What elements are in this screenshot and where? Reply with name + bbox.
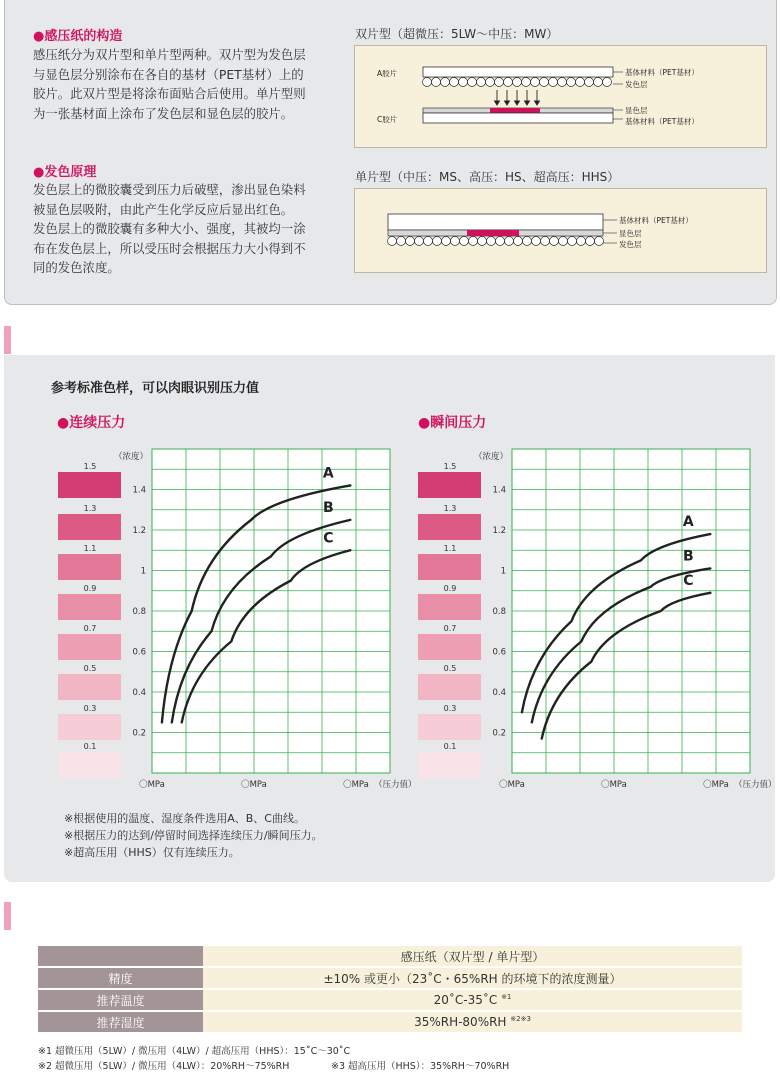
swatch-label: 0.9	[83, 584, 97, 593]
single-label-color: 发色层	[619, 240, 642, 249]
row-label: 推荐湿度	[38, 1011, 203, 1033]
x-tick-label: 〇MPa	[241, 780, 267, 790]
color-swatch	[418, 514, 481, 540]
single-label-developer: 显色层	[619, 229, 642, 238]
color-swatch	[418, 752, 481, 778]
section-marker	[4, 902, 11, 930]
label-base-c: 基体材料（PET基材）	[625, 117, 699, 126]
swatch-label: 1.3	[443, 504, 457, 513]
y-axis-label: （浓度）	[473, 452, 508, 462]
double-type-diagram	[354, 45, 767, 148]
series-label-b: B	[682, 548, 694, 565]
reference-heading: 参考标准色样，可以肉眼识别压力值	[51, 381, 260, 396]
swatch-label: 0.9	[443, 584, 457, 593]
structure-title: 感压纸的构造	[44, 29, 123, 44]
swatch-label: 0.7	[443, 624, 457, 633]
bullet-icon: ●	[33, 29, 45, 44]
color-swatch	[58, 674, 121, 700]
pressure-arrows	[495, 90, 540, 105]
c-film-label: C胶片	[377, 115, 398, 124]
color-swatch	[418, 674, 481, 700]
y-tick-label: 0.4	[132, 688, 146, 698]
single-type-layers	[355, 189, 766, 272]
principle-title: 发色原理	[44, 165, 97, 180]
y-tick-label: 1	[500, 566, 506, 577]
table-corner	[38, 946, 203, 967]
spec-table	[38, 946, 742, 1034]
color-swatch	[58, 472, 121, 498]
section-marker	[4, 326, 11, 354]
swatch-label: 0.5	[443, 664, 457, 673]
chart-instant	[410, 445, 777, 795]
swatch-label: 1.1	[83, 544, 97, 553]
single-type-title: 单片型（中压：MS、高压：HS、超高压：HHS）	[355, 170, 620, 184]
single-capsule-layer	[388, 237, 604, 246]
row-value: ±10% 或更小（23˚C・65%RH 的环境下的浓度测量）	[203, 967, 742, 989]
series-label-c: C	[323, 530, 334, 547]
capsule-layer	[423, 78, 612, 87]
y-tick-label: 0.6	[132, 647, 146, 658]
swatch-label: 0.1	[443, 742, 457, 751]
series-label-c: C	[683, 572, 694, 589]
chart-notes	[64, 810, 323, 861]
table-row	[38, 1011, 742, 1033]
y-tick-label: 0.2	[132, 728, 146, 739]
series-label-a: A	[682, 514, 694, 531]
y-tick-label: 1.2	[132, 526, 146, 536]
row-label: 推荐温度	[38, 989, 203, 1011]
principle-text: 发色层上的微胶囊受到压力后破壁，渗出显色染料 被显色层吸附，由此产生化学反应后显出红色。 发色层上的微胶囊有多种大小、强度，其被均一涂 布在发色层上，所以受压时会根据压力大小得到不 同的发色浓度。	[33, 182, 306, 275]
series-label-a: A	[322, 465, 334, 482]
chart-title-continuous: ●连续压力	[57, 415, 126, 431]
color-swatch	[58, 554, 121, 580]
double-type-layers	[355, 46, 766, 147]
y-axis-label: （浓度）	[113, 452, 148, 462]
label-developer: 显色层	[625, 106, 648, 115]
swatch-label: 0.5	[83, 664, 97, 673]
x-tick-label: 〇MPa	[343, 780, 369, 790]
structure-text: 感压纸分为双片型和单片型两种。双片型为发色层 与显色层分别涂布在各自的基材（PET基材）上的 胶片。此双片型是将涂布面贴合后使用。单片型则 为一张基材面上涂布了发色层和显色层的胶片。	[33, 47, 306, 121]
table-header: 感压纸（双片型 / 单片型）	[203, 946, 742, 967]
swatch-label: 1.1	[443, 544, 457, 553]
x-axis-label: （压力值）	[734, 780, 777, 790]
table-row	[38, 989, 742, 1011]
y-tick-label: 0.8	[492, 607, 506, 617]
color-mark	[490, 108, 540, 113]
color-swatch	[418, 554, 481, 580]
y-tick-label: 0.2	[492, 728, 506, 739]
double-type-title: 双片型（超微压：5LW〜中压：MW）	[355, 27, 559, 41]
footnote-3: ※3 超高压用（HHS）：35%RH〜70%RH	[331, 1061, 510, 1072]
note-line: ※超高压用（HHS）仅有连续压力。	[64, 846, 240, 859]
bullet-icon: ●	[33, 165, 45, 180]
x-tick-label: 〇MPa	[139, 780, 165, 790]
swatch-label: 0.7	[83, 624, 97, 633]
color-swatch	[58, 634, 121, 660]
footnote-1: ※1 超微压用（5LW）/ 微压用（4LW）/ 超高压用（HHS）：15˚C〜30˚C	[38, 1046, 351, 1057]
a-film-label: A胶片	[377, 69, 398, 78]
bullet-icon: ●	[418, 415, 431, 431]
x-tick-label: 〇MPa	[601, 780, 627, 790]
note-line: ※根据压力的达到/停留时间选择连续压力/瞬间压力。	[64, 829, 323, 842]
single-base	[388, 214, 603, 230]
row-value: 20˚C-35˚C $^{※1}$	[203, 989, 742, 1011]
table-header-row	[38, 946, 742, 967]
color-swatch	[418, 594, 481, 620]
color-swatch	[418, 634, 481, 660]
single-type-diagram	[354, 188, 767, 273]
chart-title-instant: ●瞬间压力	[418, 415, 487, 431]
row-label: 精度	[38, 967, 203, 989]
swatch-label: 0.1	[83, 742, 97, 751]
swatch-label: 1.3	[83, 504, 97, 513]
y-tick-label: 0.4	[492, 688, 506, 698]
label-color-layer: 发色层	[625, 80, 648, 89]
single-color-mark	[467, 230, 519, 236]
swatch-label: 1.5	[83, 462, 97, 471]
y-tick-label: 0.6	[492, 647, 506, 658]
x-tick-label: 〇MPa	[499, 780, 525, 790]
y-tick-label: 1.2	[492, 526, 506, 536]
chart-continuous	[50, 445, 417, 795]
color-swatch	[58, 752, 121, 778]
bullet-icon: ●	[57, 415, 70, 431]
x-axis-label: （压力值）	[374, 780, 417, 790]
swatch-label: 1.5	[443, 462, 457, 471]
table-row	[38, 967, 742, 989]
footnote-2: ※2 超微压用（5LW）/ 微压用（4LW）：20%RH〜75%RH	[38, 1061, 290, 1072]
swatch-label: 0.3	[443, 704, 457, 713]
row-value: 35%RH-80%RH $^{※2※3}$	[203, 1011, 742, 1033]
color-swatch	[418, 472, 481, 498]
swatch-label: 0.3	[83, 704, 97, 713]
single-label-base: 基体材料（PET基材）	[619, 216, 693, 225]
y-tick-label: 1.4	[132, 485, 146, 496]
a-film-base	[423, 67, 613, 77]
c-film-base	[423, 113, 613, 123]
color-swatch	[418, 714, 481, 740]
y-tick-label: 1.4	[492, 485, 506, 496]
label-base-a: 基体材料（PET基材）	[625, 68, 699, 77]
note-line: ※根据使用的温度、湿度条件选用A、B、C曲线。	[64, 812, 305, 825]
principle-heading	[33, 161, 96, 180]
x-tick-label: 〇MPa	[703, 780, 729, 790]
y-tick-label: 0.8	[132, 607, 146, 617]
color-swatch	[58, 714, 121, 740]
color-swatch	[58, 514, 121, 540]
structure-heading	[33, 25, 122, 44]
series-label-b: B	[322, 499, 334, 516]
color-swatch	[58, 594, 121, 620]
y-tick-label: 1	[140, 566, 146, 577]
